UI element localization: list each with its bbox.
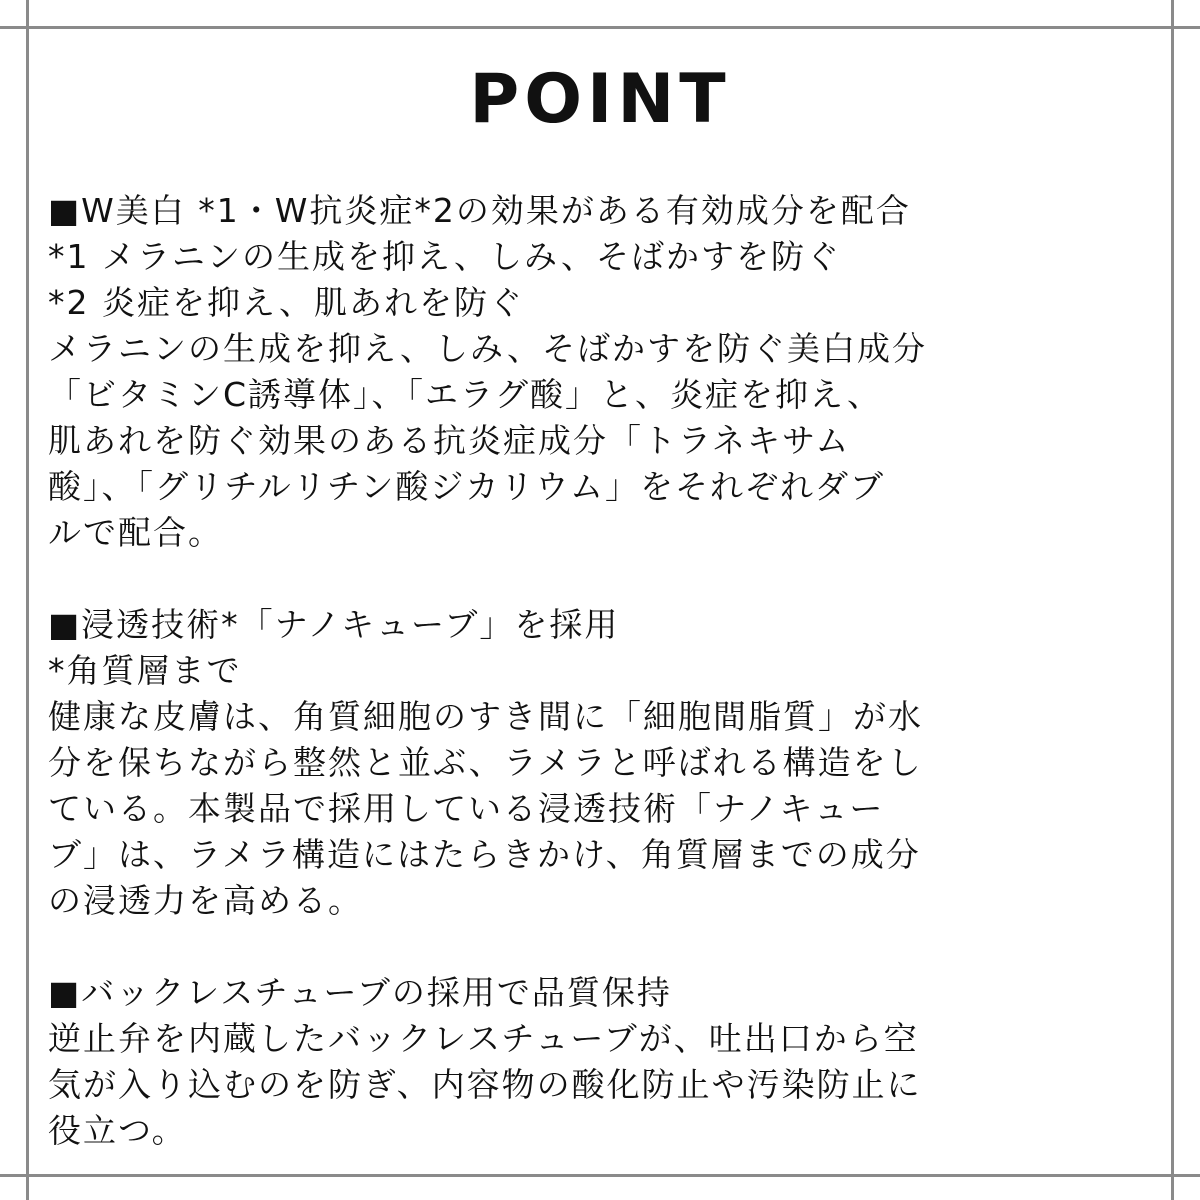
frame-line-left — [26, 0, 29, 1200]
body-line: 役立つ。 — [48, 1111, 187, 1150]
frame-line-right — [1171, 0, 1174, 1200]
body-line: ている。本製品で採用している浸透技術「ナノキュー — [48, 789, 885, 828]
body-line: の浸透力を高める。 — [48, 881, 363, 920]
body-line: 「ビタミンC誘導体」、「エラグ酸」と、炎症を抑え、 — [48, 375, 883, 414]
footnote-line: *2 炎症を抑え、肌あれを防ぐ — [48, 283, 524, 322]
frame-line-top — [0, 26, 1200, 29]
body-line: 酸」、「グリチルリチン酸ジカリウム」をそれぞれダブ — [48, 467, 886, 506]
section-heading: ■バックレスチューブの採用で品質保持 — [48, 973, 672, 1012]
body-line: 肌あれを防ぐ効果のある抗炎症成分「トラネキサム — [48, 421, 851, 460]
body-line: ルで配合。 — [48, 513, 223, 552]
body-line: メラニンの生成を抑え、しみ、そばかすを防ぐ美白成分 — [48, 329, 927, 368]
body-line: 分を保ちながら整然と並ぶ、ラメラと呼ばれる構造をし — [48, 743, 923, 782]
page-title: POINT — [469, 60, 731, 139]
body-line: 気が入り込むのを防ぎ、内容物の酸化防止や汚染防止に — [48, 1065, 922, 1104]
footnote-line: *角質層まで — [48, 651, 242, 690]
section-penetration — [48, 602, 1158, 924]
section-heading: ■浸透技術*「ナノキューブ」を採用 — [48, 605, 620, 644]
body-line: 逆止弁を内蔵したバックレスチューブが、吐出口から空 — [48, 1019, 919, 1058]
body-line: ブ」は、ラメラ構造にはたらきかけ、角質層までの成分 — [48, 835, 921, 874]
section-backless-tube — [48, 970, 1158, 1154]
section-heading: ■W美白 *1・W抗炎症*2の効果がある有効成分を配合 — [48, 191, 911, 230]
section-whitening — [48, 188, 1158, 556]
content-body — [48, 188, 1158, 1200]
footnote-line: *1 メラニンの生成を抑え、しみ、そばかすを防ぐ — [48, 237, 841, 276]
body-line: 健康な皮膚は、角質細胞のすき間に「細胞間脂質」が水 — [48, 697, 923, 736]
